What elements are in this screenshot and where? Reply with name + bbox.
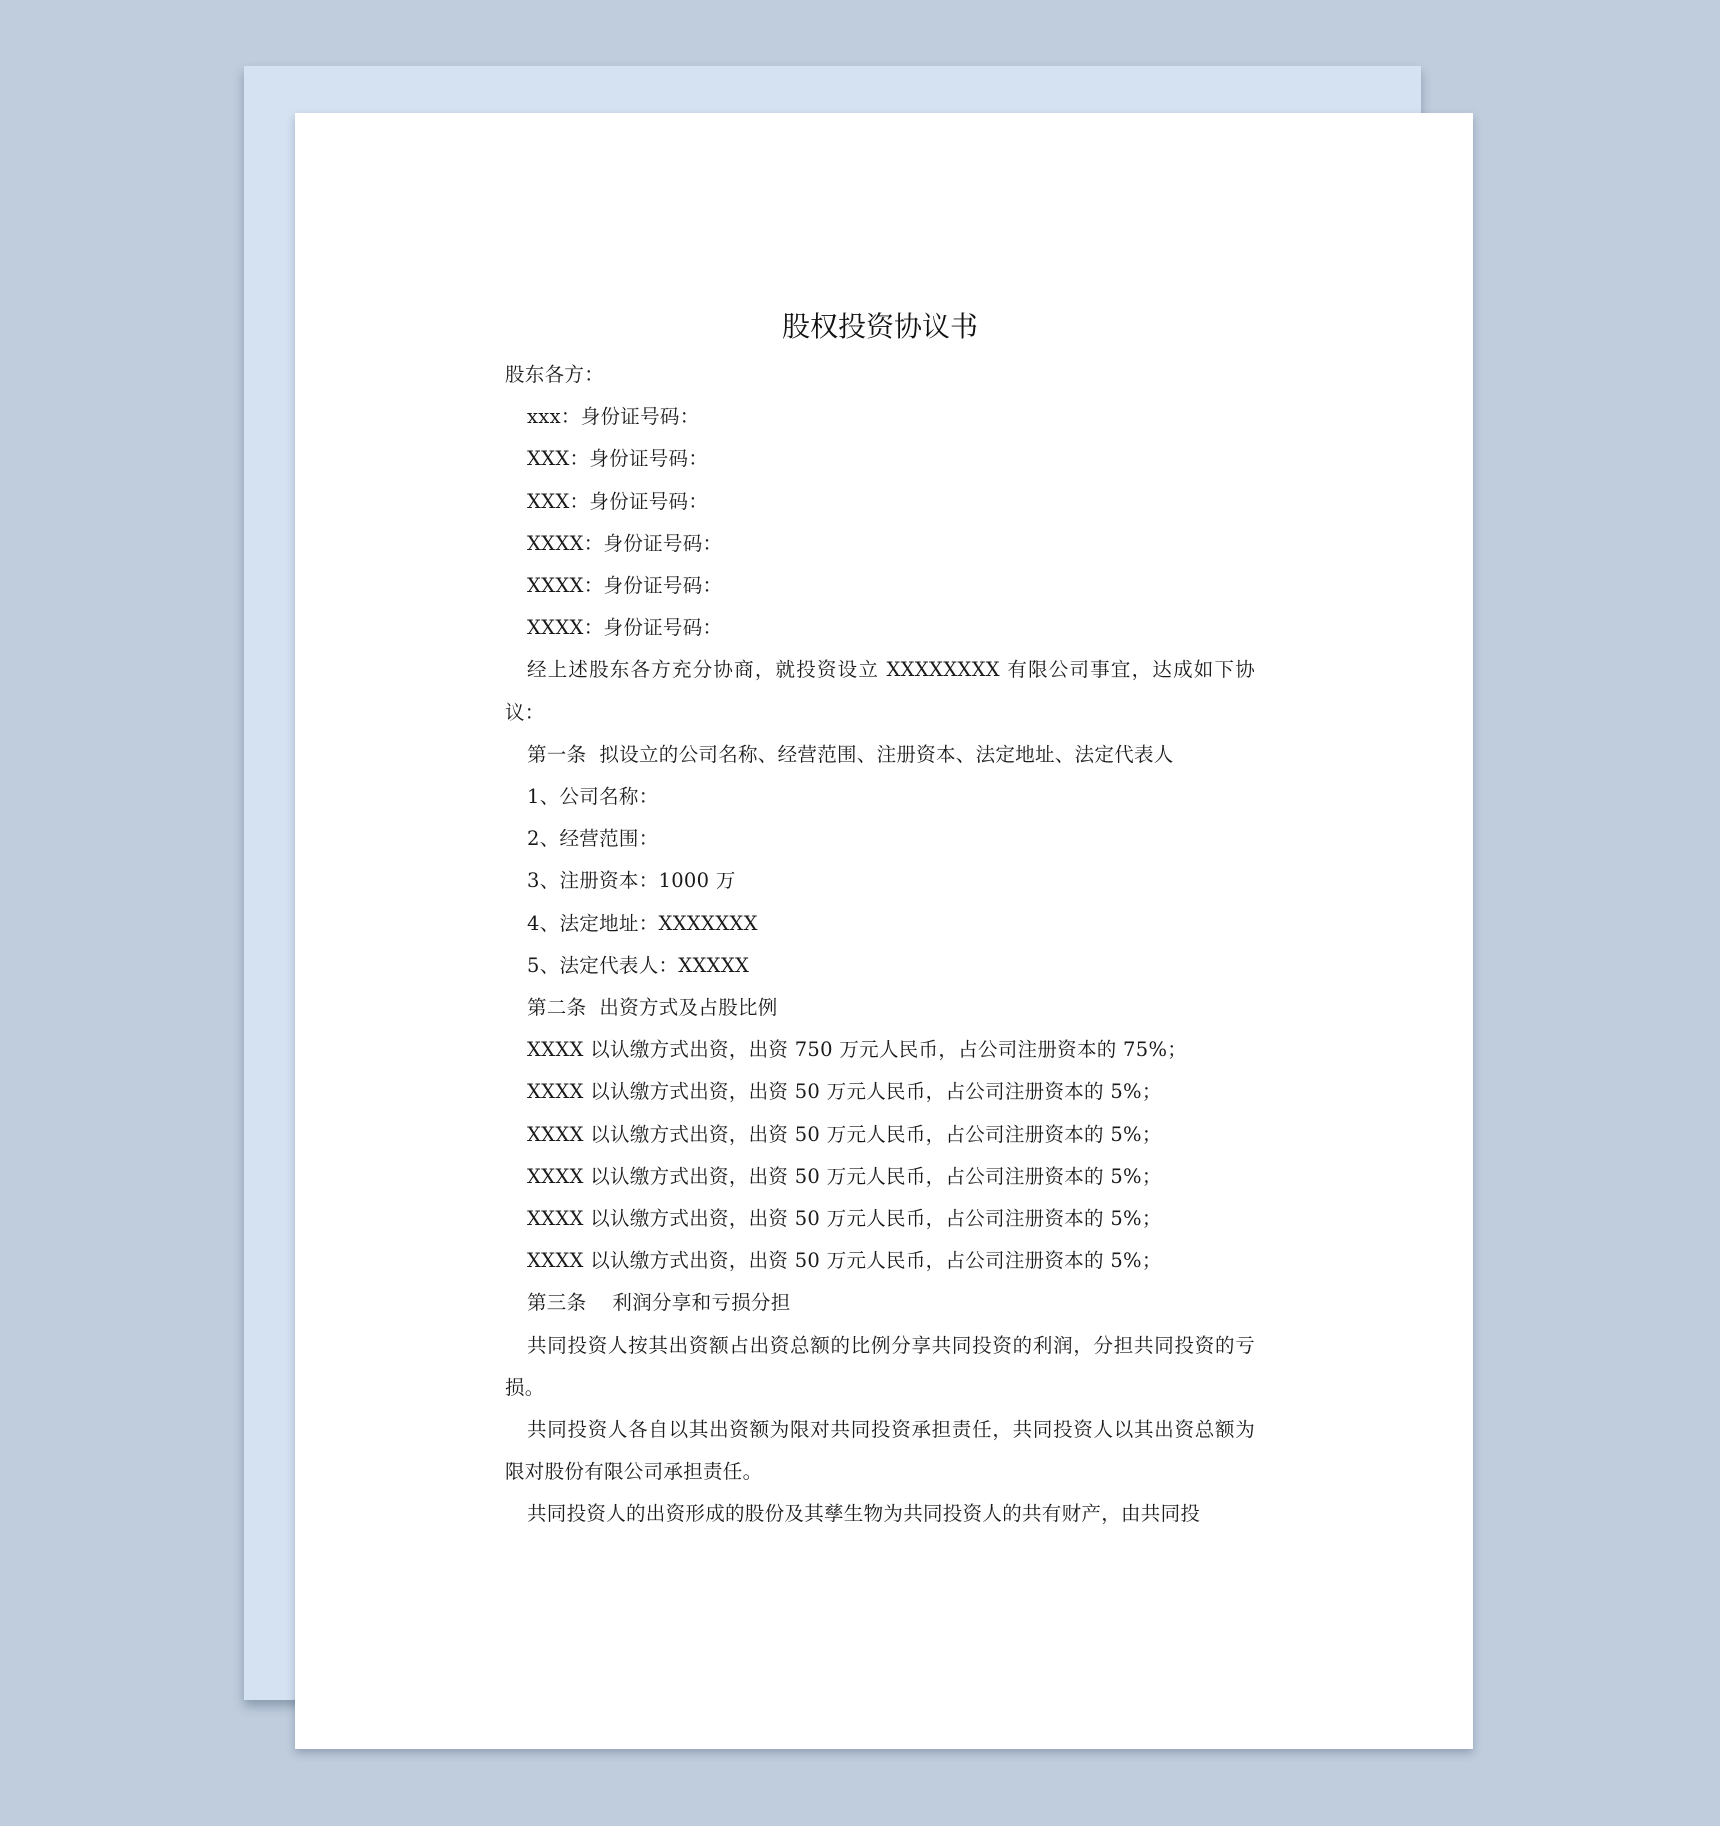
paragraph: 共同投资人按其出资额占出资总额的比例分享共同投资的利润，分担共同投资的亏损。 [505,1333,1255,1399]
document-title: 股权投资协议书 [781,310,978,343]
document-body [505,354,1255,1536]
paragraph: 共同投资人的出资形成的股份及其孳生物为共同投资人的共有财产，由共同投 [527,1502,1201,1526]
paragraph: XXXX 以认缴方式出资，出资 50 万元人民币，占公司注册资本的 5%； [527,1249,1162,1273]
paragraph: 共同投资人各自以其出资额为限对共同投资承担责任，共同投资人以其出资总额为限对股份有限公司承担责任。 [505,1418,1255,1484]
paragraph: XXXX：身份证号码： [527,531,723,555]
paragraph: xxx：身份证号码： [527,405,700,429]
paragraph: 1、公司名称： [527,785,659,809]
paragraph: 2、经营范围： [527,827,659,851]
paragraph: 经上述股东各方充分协商，就投资设立 XXXXXXXX 有限公司事宜，达成如下协议： [505,658,1255,724]
page-content [505,300,1255,1536]
paragraph: XXX：身份证号码： [527,489,709,513]
paragraph: 第三条 利润分享和亏损分担 [527,1291,791,1315]
paragraph: XXXX 以认缴方式出资，出资 50 万元人民币，占公司注册资本的 5%； [527,1122,1162,1146]
paragraph: 3、注册资本：1000 万 [527,869,736,893]
paragraph: 5、法定代表人：XXXXX [527,953,750,977]
paragraph: 4、法定地址：XXXXXXX [527,911,758,935]
paragraph: XXX：身份证号码： [527,447,709,471]
paragraph: XXXX 以认缴方式出资，出资 50 万元人民币，占公司注册资本的 5%； [527,1164,1162,1188]
paragraph: XXXX：身份证号码： [527,574,723,598]
paragraph: XXXX 以认缴方式出资，出资 50 万元人民币，占公司注册资本的 5%； [527,1207,1162,1231]
paragraph: 第一条 拟设立的公司名称、经营范围、注册资本、法定地址、法定代表人 [527,742,1174,766]
paragraph: XXXX 以认缴方式出资，出资 750 万元人民币，占公司注册资本的 75%； [527,1038,1188,1062]
paragraph: 股东各方： [505,363,605,386]
paragraph: 第二条 出资方式及占股比例 [527,996,778,1020]
paragraph: XXXX：身份证号码： [527,616,723,640]
paragraph: XXXX 以认缴方式出资，出资 50 万元人民币，占公司注册资本的 5%； [527,1080,1162,1104]
